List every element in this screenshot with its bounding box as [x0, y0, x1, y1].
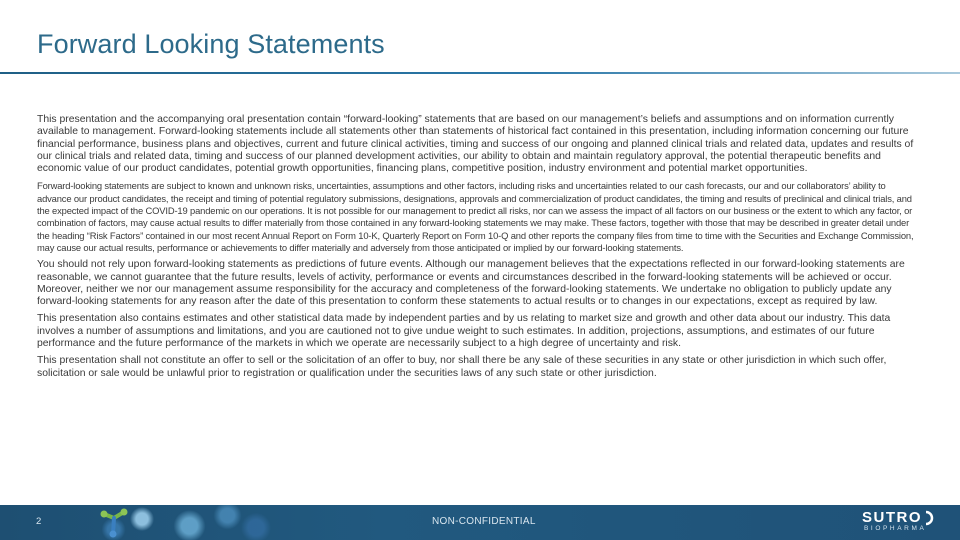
paragraph-no-offer: This presentation shall not constitute an offer to sell or the solicitation of an offer to buy, nor shall there be any sale of these securities in any state or other jurisdiction in which such offer, solicitation or sale would be unlawful prior to registration or qualification under the securities laws of any such state or other jurisdiction. [37, 355, 887, 379]
logo-arc-icon [924, 510, 936, 526]
slide-title: Forward Looking Statements [37, 29, 385, 59]
molecule-icon [100, 508, 130, 538]
paragraph-risk-factors: Forward-looking statements are subject to known and unknown risks, uncertainties, assumptions and other factors, including risks and uncertainties related to our cash forecasts, our and our collaborators’ ability to advance our product candidates, the receipt and timing of potential regulatory submissions, designations, approvals and commercialization of product candidates, the timing and results of preclinical and clinical trials, and the expected impact of the COVID-19 pandemic on our operations. It is not possible for our management to predict all risks, nor can we assess the impact of all factors on our business or the extent to which any factor, or combination of factors, may cause actual results to differ materially from those contained in any forward-looking statements we may make. These factors, together with those that may be described in greater detail under the heading “Risk Factors” contained in our most recent Annual Report on Form 10-K, Quarterly Report on Form 10-Q and other reports the company files from time to time with the Securities and Exchange Commission, may cause our actual results, performance or achievements to differ materially and adversely from those anticipated or implied by our forward-looking statements. [37, 180, 914, 253]
page-number: 2 [36, 516, 42, 527]
confidentiality-label: NON-CONFIDENTIAL [432, 516, 536, 527]
company-logo [862, 509, 937, 537]
paragraph-reliance: You should not rely upon forward-looking statements as predictions of future events. Although our management believes that the expectations reflected in our forward-looking statements are reasonable, we cannot guarantee that the future results, levels of activity, performance or events and circumstances described in the forward-looking statements will be achieved or occur. Moreover, neither we nor our management assume responsibility for the accuracy and completeness of the forward-looking statements. We undertake no obligation to publicly update any forward-looking statements for any reason after the date of this presentation to conform these statements to actual results or to changes in our expectations, except as required by law. [37, 259, 905, 308]
disclaimer-body [37, 114, 914, 385]
logo-subtitle: BIOPHARMA [864, 525, 927, 532]
paragraph-estimates: This presentation also contains estimates and other statistical data made by independent parties and by us relating to market size and growth and other data about our industry. This data involves a number of assumptions and limitations, and you are cautioned not to give undue weight to such estimates. In addition, projections, assumptions, and estimates of our future performance and the future performance of the markets in which we operate are necessarily subject to a high degree of uncertainty and risk. [37, 313, 891, 350]
paragraph-forward-looking-intro: This presentation and the accompanying oral presentation contain “forward-looking” statements that are based on our management’s beliefs and assumptions and on information currently available to management. Forward-looking statements include all statements other than statements of historical fact contained in this presentation, including information concerning our future financial performance, business plans and objectives, current and future clinical activities, timing and success of our ongoing and planned clinical trials and related data, updates and results of our clinical trials and related data, timing and success of our planned development activities, our ability to obtain and maintain regulatory approval, the potential therapeutic benefits and economic value of our product candidates, potential growth opportunities, financing plans, competitive position, industry environment and potential market opportunities. [37, 114, 914, 175]
logo-wordmark: SUTRO [862, 509, 922, 526]
title-divider [0, 72, 960, 74]
